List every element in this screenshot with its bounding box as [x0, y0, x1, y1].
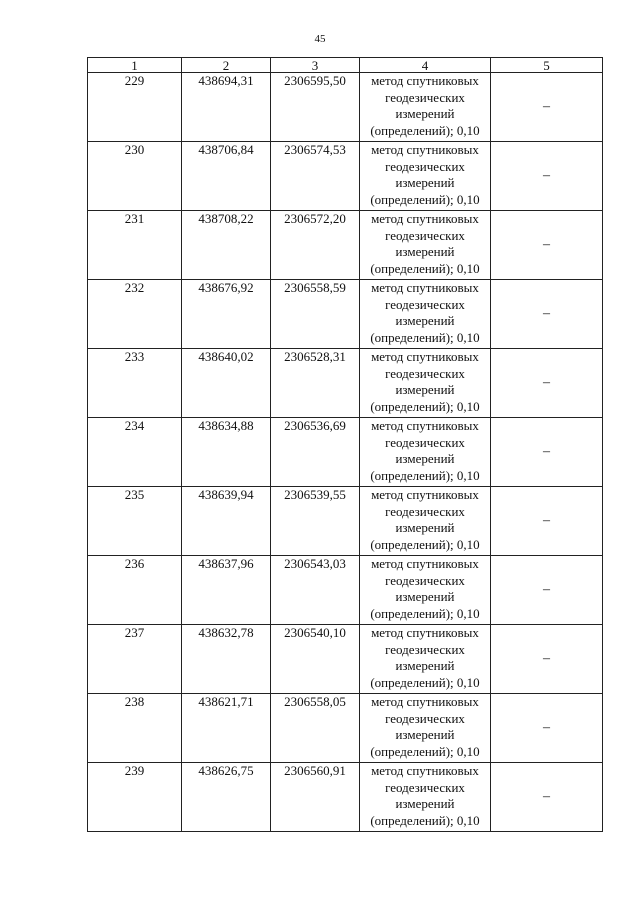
method-line-2: геодезических [385, 227, 465, 243]
coordinate-y: 2306560,91 [271, 763, 360, 832]
method-cell [360, 763, 491, 832]
table-row [88, 349, 603, 418]
description-cell: – [491, 211, 603, 280]
header-col-3: 3 [271, 58, 360, 73]
method-line-1: метод спутниковых [371, 73, 479, 88]
point-number: 234 [88, 418, 182, 487]
description-cell: – [491, 625, 603, 694]
point-number: 235 [88, 487, 182, 556]
method-line-4: (определений); 0,10 [370, 122, 480, 138]
coordinate-x: 438637,96 [182, 556, 271, 625]
method-line-2: геодезических [385, 365, 465, 381]
method-line-2: геодезических [385, 572, 465, 588]
method-cell [360, 487, 491, 556]
method-line-4: (определений); 0,10 [370, 536, 480, 552]
method-line-4: (определений); 0,10 [370, 398, 480, 414]
coordinate-x: 438632,78 [182, 625, 271, 694]
method-line-4: (определений); 0,10 [370, 467, 480, 483]
method-line-2: геодезических [385, 158, 465, 174]
description-cell: – [491, 280, 603, 349]
header-col-5: 5 [491, 58, 603, 73]
method-line-2: геодезических [385, 641, 465, 657]
method-line-4: (определений); 0,10 [370, 260, 480, 276]
coordinate-y: 2306528,31 [271, 349, 360, 418]
table-header [88, 58, 603, 73]
coordinate-y: 2306540,10 [271, 625, 360, 694]
method-line-2: геодезических [385, 89, 465, 105]
method-line-1: метод спутниковых [371, 142, 479, 157]
method-line-4: (определений); 0,10 [370, 329, 480, 345]
header-col-4: 4 [360, 58, 491, 73]
coordinate-y: 2306595,50 [271, 73, 360, 142]
table-row [88, 556, 603, 625]
table-row [88, 211, 603, 280]
method-line-3: измерений [395, 451, 455, 466]
point-number: 232 [88, 280, 182, 349]
coordinate-x: 438634,88 [182, 418, 271, 487]
method-line-3: измерений [395, 175, 455, 190]
coordinate-y: 2306558,59 [271, 280, 360, 349]
method-cell [360, 73, 491, 142]
method-line-4: (определений); 0,10 [370, 605, 480, 621]
description-cell: – [491, 694, 603, 763]
point-number: 239 [88, 763, 182, 832]
description-cell: – [491, 73, 603, 142]
method-line-2: геодезических [385, 710, 465, 726]
header-row [88, 58, 603, 73]
method-line-4: (определений); 0,10 [370, 191, 480, 207]
method-cell [360, 142, 491, 211]
table-row [88, 625, 603, 694]
description-cell: – [491, 349, 603, 418]
coordinate-y: 2306536,69 [271, 418, 360, 487]
method-cell [360, 349, 491, 418]
table-row [88, 142, 603, 211]
method-line-4: (определений); 0,10 [370, 743, 480, 759]
coordinate-y: 2306558,05 [271, 694, 360, 763]
method-line-1: метод спутниковых [371, 418, 479, 433]
method-line-2: геодезических [385, 296, 465, 312]
table-body [88, 73, 603, 832]
method-line-1: метод спутниковых [371, 625, 479, 640]
coordinates-table [87, 57, 603, 832]
method-cell [360, 418, 491, 487]
coordinate-x: 438706,84 [182, 142, 271, 211]
coordinate-y: 2306539,55 [271, 487, 360, 556]
description-cell: – [491, 142, 603, 211]
method-line-1: метод спутниковых [371, 280, 479, 295]
method-line-1: метод спутниковых [371, 211, 479, 226]
coordinate-x: 438640,02 [182, 349, 271, 418]
method-cell [360, 280, 491, 349]
coordinate-x: 438676,92 [182, 280, 271, 349]
coordinate-x: 438694,31 [182, 73, 271, 142]
table-row [88, 487, 603, 556]
method-line-4: (определений); 0,10 [370, 674, 480, 690]
method-line-3: измерений [395, 796, 455, 811]
point-number: 236 [88, 556, 182, 625]
description-cell: – [491, 418, 603, 487]
method-cell [360, 556, 491, 625]
method-line-1: метод спутниковых [371, 556, 479, 571]
table-row [88, 73, 603, 142]
method-line-1: метод спутниковых [371, 694, 479, 709]
coordinate-x: 438708,22 [182, 211, 271, 280]
method-line-3: измерений [395, 106, 455, 121]
table-row [88, 418, 603, 487]
method-cell [360, 211, 491, 280]
point-number: 230 [88, 142, 182, 211]
point-number: 231 [88, 211, 182, 280]
method-line-3: измерений [395, 658, 455, 673]
method-line-2: геодезических [385, 434, 465, 450]
method-line-3: измерений [395, 727, 455, 742]
page-number: 45 [314, 33, 326, 45]
header-col-1: 1 [88, 58, 182, 73]
coordinate-y: 2306572,20 [271, 211, 360, 280]
method-line-1: метод спутниковых [371, 487, 479, 502]
method-line-2: геодезических [385, 503, 465, 519]
coordinate-y: 2306543,03 [271, 556, 360, 625]
method-cell [360, 625, 491, 694]
method-line-3: измерений [395, 313, 455, 328]
method-line-4: (определений); 0,10 [370, 812, 480, 828]
method-line-1: метод спутниковых [371, 763, 479, 778]
point-number: 229 [88, 73, 182, 142]
coordinate-x: 438621,71 [182, 694, 271, 763]
table-row [88, 694, 603, 763]
method-line-2: геодезических [385, 779, 465, 795]
method-line-3: измерений [395, 520, 455, 535]
point-number: 237 [88, 625, 182, 694]
method-line-3: измерений [395, 382, 455, 397]
coordinate-x: 438639,94 [182, 487, 271, 556]
point-number: 233 [88, 349, 182, 418]
header-col-2: 2 [182, 58, 271, 73]
method-line-3: измерений [395, 589, 455, 604]
table-row [88, 280, 603, 349]
coordinate-x: 438626,75 [182, 763, 271, 832]
point-number: 238 [88, 694, 182, 763]
table-row [88, 763, 603, 832]
description-cell: – [491, 556, 603, 625]
description-cell: – [491, 487, 603, 556]
method-line-1: метод спутниковых [371, 349, 479, 364]
method-cell [360, 694, 491, 763]
description-cell: – [491, 763, 603, 832]
coordinate-y: 2306574,53 [271, 142, 360, 211]
method-line-3: измерений [395, 244, 455, 259]
